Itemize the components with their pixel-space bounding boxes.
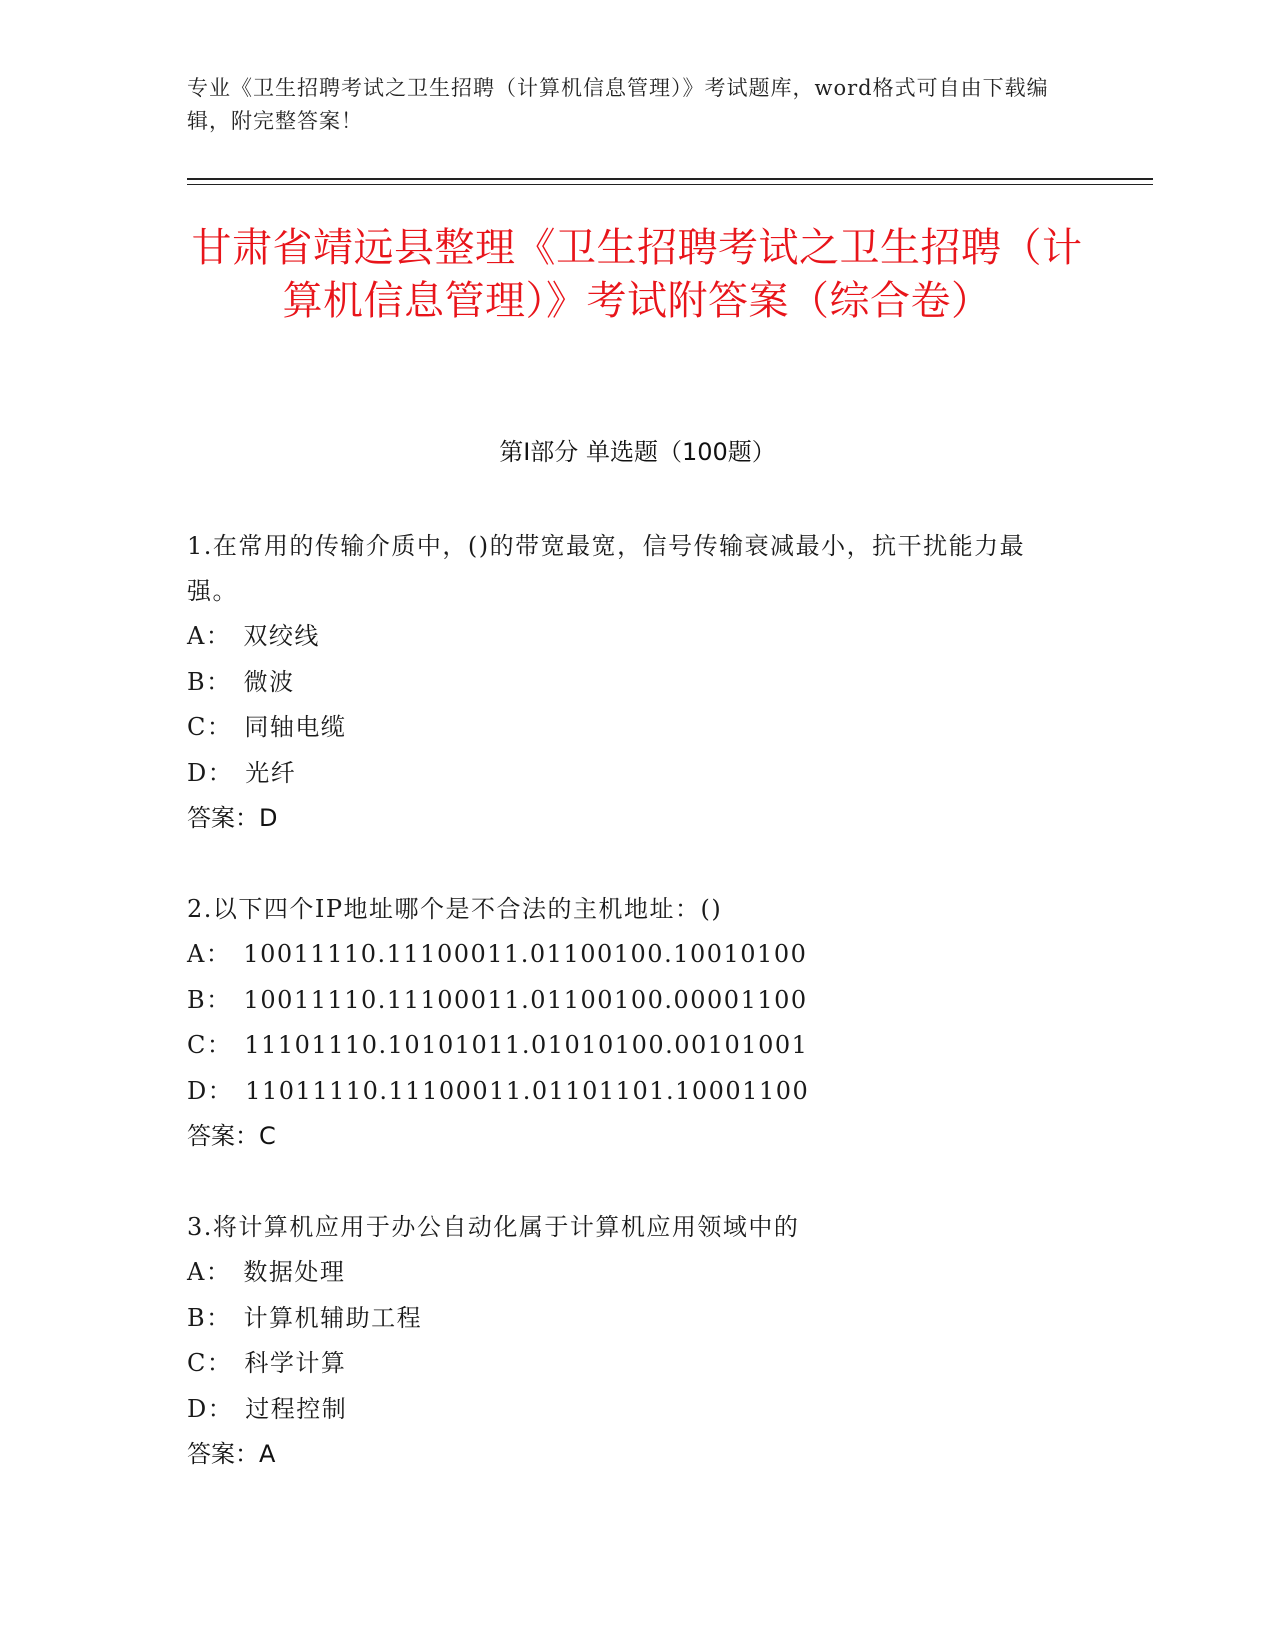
option-key: C： <box>187 1349 233 1377</box>
question-stem: 1.在常用的传输介质中，()的带宽最宽，信号传输衰减最小，抗干扰能力最强。 <box>187 532 1026 605</box>
question-2 <box>187 887 1067 1159</box>
option-text: 10011110.11100011.01100100.00001100 <box>243 985 808 1014</box>
option-key: A： <box>187 1258 232 1286</box>
option-a <box>187 1250 1067 1296</box>
option-text: 双绞线 <box>243 622 320 650</box>
option-key: A： <box>187 622 232 650</box>
option-key: D： <box>187 758 234 787</box>
option-text: 11101110.10101011.01010100.00101001 <box>244 1031 809 1059</box>
question-3 <box>187 1205 1067 1477</box>
question-1 <box>187 524 1067 841</box>
option-b <box>187 660 1067 706</box>
option-text: 数据处理 <box>243 1258 346 1286</box>
option-a <box>187 614 1067 660</box>
question-list <box>187 524 1067 1523</box>
header-divider-thick <box>187 178 1153 180</box>
option-key: D： <box>187 1076 234 1105</box>
document-title: 甘肃省靖远县整理《卫生招聘考试之卫生招聘（计算机信息管理）》考试附答案（综合卷） <box>191 225 1083 324</box>
option-text: 光纤 <box>245 758 297 787</box>
question-stem: 3.将计算机应用于办公自动化属于计算机应用领域中的 <box>187 1213 800 1241</box>
option-c <box>187 1023 1067 1069</box>
option-key: A： <box>187 940 232 968</box>
option-a <box>187 932 1067 978</box>
option-key: C： <box>187 713 233 741</box>
option-key: C： <box>187 1031 233 1059</box>
section-title: 第I部分 单选题（100题） <box>499 438 776 466</box>
option-key: B： <box>187 667 232 696</box>
option-b <box>187 1296 1067 1342</box>
option-text: 11011110.11100011.01101101.10001100 <box>245 1076 810 1105</box>
option-text: 过程控制 <box>245 1394 348 1423</box>
option-d <box>187 1069 1067 1115</box>
option-text: 计算机辅助工程 <box>243 1303 423 1332</box>
option-text: 微波 <box>243 667 295 696</box>
option-key: D： <box>187 1394 234 1423</box>
answer-label: 答案：D <box>187 804 278 832</box>
option-key: B： <box>187 985 232 1014</box>
option-text: 10011110.11100011.01100100.10010100 <box>243 940 808 968</box>
option-c <box>187 705 1067 751</box>
header-divider-thin <box>187 184 1153 185</box>
option-c <box>187 1341 1067 1387</box>
answer-label: 答案：C <box>187 1122 276 1150</box>
option-d <box>187 1387 1067 1433</box>
option-key: B： <box>187 1303 232 1332</box>
option-text: 同轴电缆 <box>244 713 347 741</box>
option-d <box>187 751 1067 797</box>
option-text: 科学计算 <box>244 1349 347 1377</box>
header-note: 专业《卫生招聘考试之卫生招聘（计算机信息管理）》考试题库，word格式可自由下载编辑，附完整答案！ <box>187 76 1049 133</box>
question-stem: 2.以下四个IP地址哪个是不合法的主机地址：() <box>187 895 723 923</box>
answer-label: 答案：A <box>187 1440 276 1468</box>
option-b <box>187 978 1067 1024</box>
